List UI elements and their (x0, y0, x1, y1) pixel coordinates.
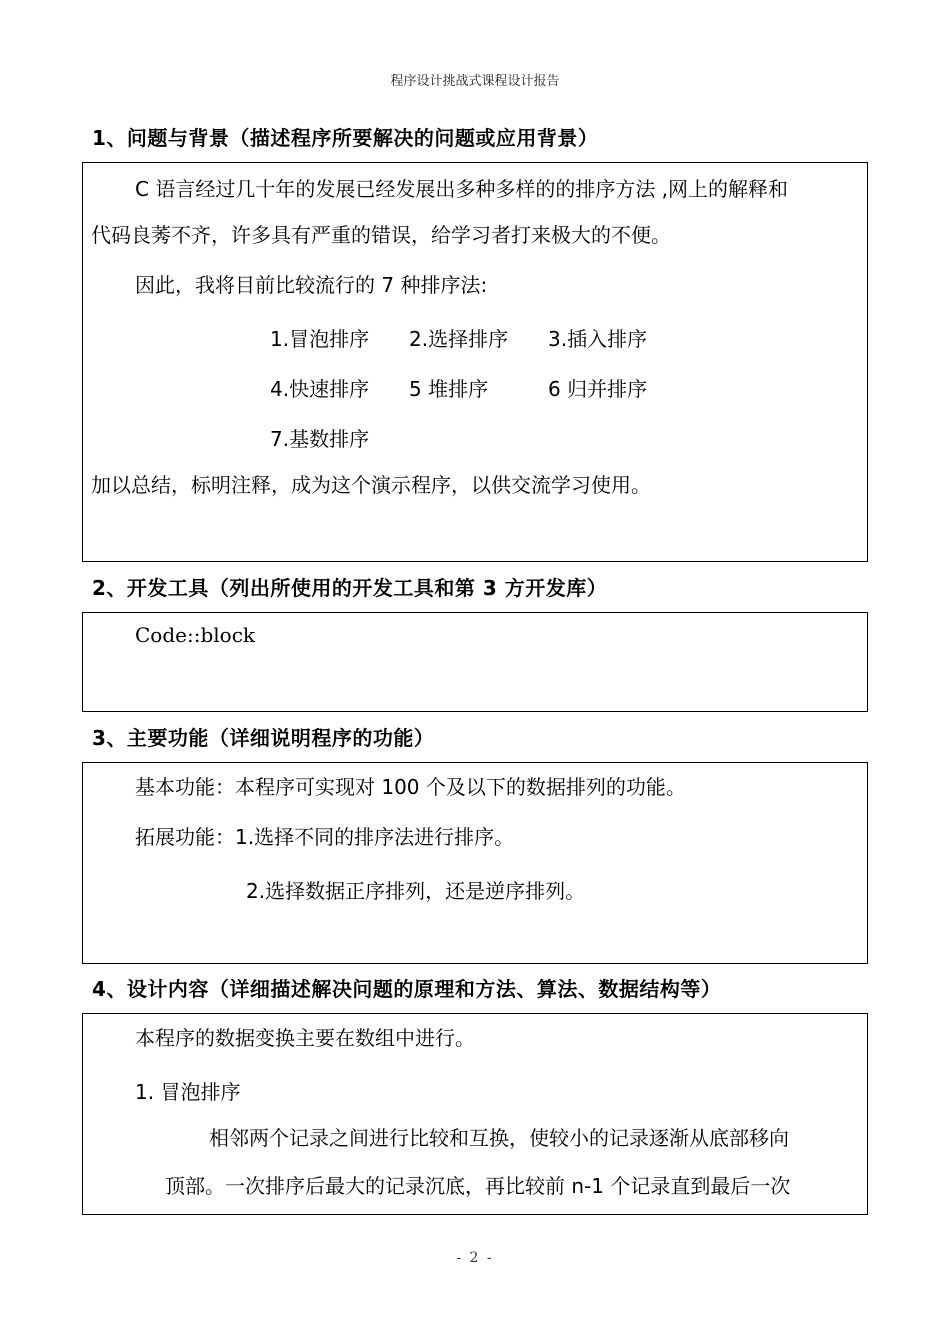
section-3-box (82, 762, 868, 964)
sort-item-5: 5 堆排序 (409, 377, 489, 401)
sort-item-1: 1.冒泡排序 (270, 327, 370, 351)
section-4-title: 4、设计内容（详细描述解决问题的原理和方法、算法、数据结构等） (92, 977, 722, 1001)
dev-tool: Code::block (135, 623, 256, 647)
s1-paragraph-3: 加以总结，标明注释，成为这个演示程序，以供交流学习使用。 (91, 473, 651, 497)
page-number: - 2 - (456, 1250, 494, 1266)
sort-item-7: 7.基数排序 (270, 427, 370, 451)
sort-item-2: 2.选择排序 (409, 327, 509, 351)
s4-subheading-bubble: 1. 冒泡排序 (135, 1080, 241, 1104)
sort-item-4: 4.快速排序 (270, 377, 370, 401)
section-1-box (82, 162, 868, 562)
s1-paragraph-2: 因此，我将目前比较流行的 7 种排序法: (135, 273, 488, 297)
basic-function: 基本功能：本程序可实现对 100 个及以下的数据排列的功能。 (135, 775, 686, 799)
extended-function-2: 2.选择数据正序排列，还是逆序排列。 (246, 879, 586, 903)
s1-paragraph-1a: C 语言经过几十年的发展已经发展出多种多样的的排序方法 ,网上的解释和 (135, 177, 789, 201)
s4-paragraph-1: 本程序的数据变换主要在数组中进行。 (135, 1026, 475, 1050)
extended-function-1: 拓展功能：1.选择不同的排序法进行排序。 (135, 825, 515, 849)
section-4-box (82, 1013, 868, 1215)
section-2-title: 2、开发工具（列出所使用的开发工具和第 3 方开发库） (92, 576, 608, 600)
s1-paragraph-1b: 代码良莠不齐，许多具有严重的错误，给学习者打来极大的不便。 (91, 223, 671, 247)
sort-item-3: 3.插入排序 (548, 327, 648, 351)
section-2-box (82, 612, 868, 712)
s4-description-2: 顶部。一次排序后最大的记录沉底，再比较前 n-1 个记录直到最后一次 (165, 1174, 791, 1198)
section-1-title: 1、问题与背景（描述程序所要解决的问题或应用背景） (92, 126, 599, 150)
s4-description-1: 相邻两个记录之间进行比较和互换，使较小的记录逐渐从底部移向 (209, 1126, 789, 1150)
page-header: 程序设计挑战式课程设计报告 (390, 74, 560, 89)
sort-item-6: 6 归并排序 (548, 377, 648, 401)
section-3-title: 3、主要功能（详细说明程序的功能） (92, 726, 435, 750)
